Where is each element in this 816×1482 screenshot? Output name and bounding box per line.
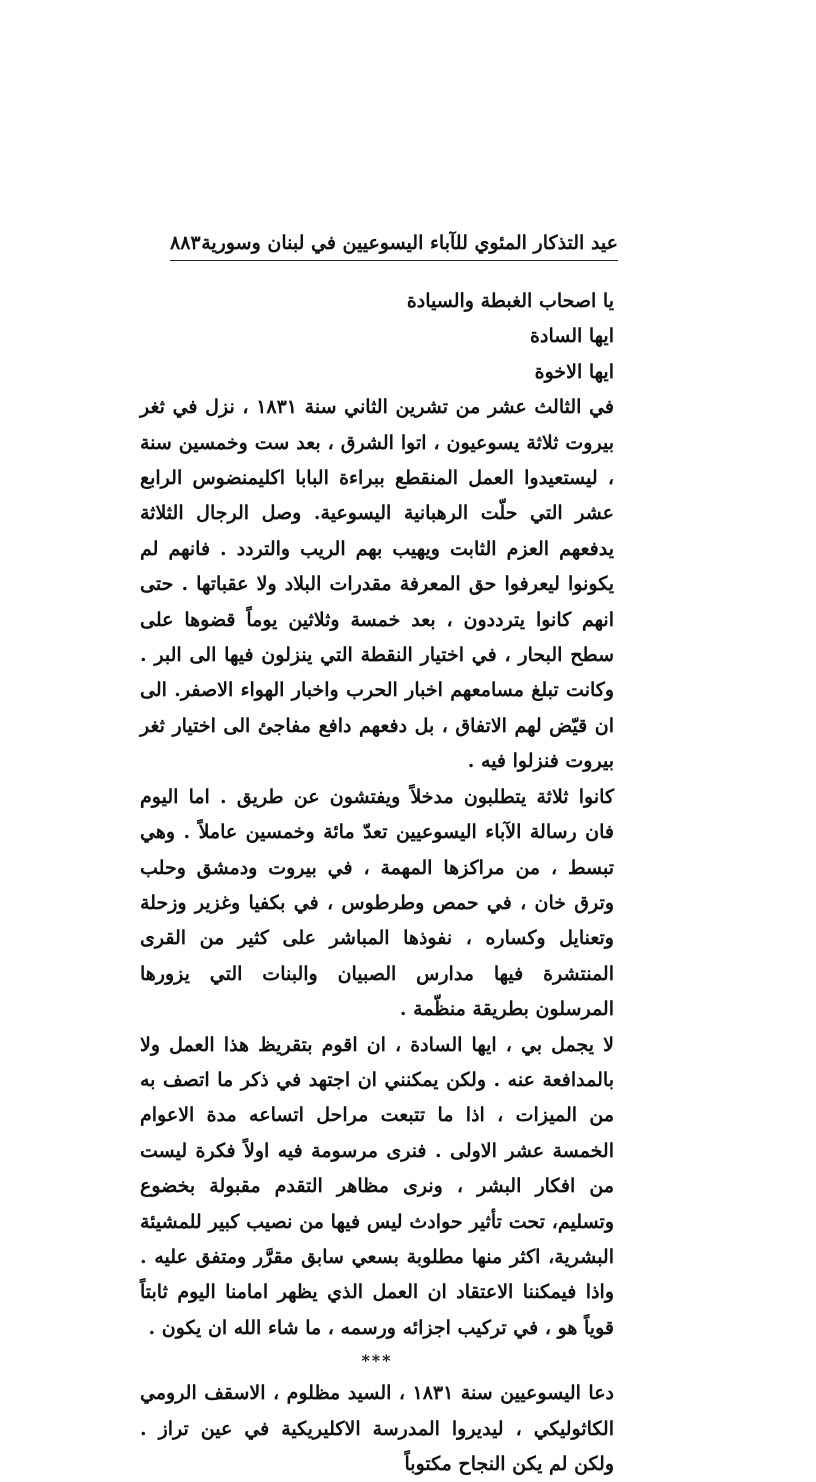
page-body [140, 284, 614, 1482]
closing-paragraph: دعا اليسوعيين سنة ١٨٣١ ، السيد مظلوم ، الاسقف الرومي الكاثوليكي ، ليديروا المدرسة الاكليريكية في عين تراز . ولكن لم يكن النجاح مكتوباً [140, 1382, 614, 1475]
salutation-line: يا اصحاب الغبطة والسيادة [406, 290, 614, 312]
paragraph: لا يجمل بي ، ايها السادة ، ان اقوم بتقريظ هذا العمل ولا بالمدافعة عنه . ولكن يمكنني ان اجتهد في ذكر ما اتصف به من الميزات ، اذا ما تتبعت مراحل اتساعه مدة الاعوام الخمسة عشر الاولى . فنرى مرسومة فيه اولاً فكرة ليست من افكار البشر ، ونرى مظاهر التقدم مقبولة بخضوع وتسليم، تحت تأثير حوادث ليس فيها من نصيب كبير للمشيئة البشرية، اكثر منها مطلوبة بسعي سابق مقرَّر ومتفق عليه . واذا فيمكننا الاعتقاد ان العمل الذي يظهر امامنا اليوم ثابتاً قوياً هو ، في تركيب اجزائه ورسمه ، ما شاء الله ان يكون . [140, 1033, 614, 1339]
paragraph: في الثالث عشر من تشرين الثاني سنة ١٨٣١ ، نزل في ثغر بيروت ثلاثة يسوعيون ، اتوا الشرق ، بعد ست وخمسين سنة ، ليستعيدوا العمل المنقطع ببراءة البابا اكليمنضوس الرابع عشر التي حلّت الرهبانية اليسوعية. وصل الرجال الثلاثة يدفعهم العزم الثابت ويهيب بهم الريب والتردد . فانهم لم يكونوا ليعرفوا حق المعرفة مقدرات البلاد ولا عقباتها . حتى انهم كانوا يترددون ، بعد خمسة وثلاثين يوماً قضوها على سطح البحار ، في اختيار النقطة التي ينزلون فيها الى البر . وكانت تبلغ مسامعهم اخبار الحرب واخبار الهواء الاصفر. الى ان قيّض لهم الاتفاق ، بل دفعهم دافع مفاجئ الى اختيار ثغر بيروت فنزلوا فيه . [140, 396, 614, 773]
header-title: عيد التذكار المئوي للآباء اليسوعيين في لبنان وسورية [201, 232, 618, 254]
running-header [170, 232, 618, 261]
paragraph: كانوا ثلاثة يتطلبون مدخلاً ويفتشون عن طريق . اما اليوم فان رسالة الآباء اليسوعيين تعدّ مائة وخمسين عاملاً . وهي تبسط ، من مراكزها المهمة ، في بيروت ودمشق وحلب وترق خان ، في حمص وطرطوس ، في بكفيا وغزير وزحلة وتعنايل وكساره ، نفوذها المباشر على كثير من القرى المنتشرة فيها مدارس الصبيان والبنات التي يزورها المرسلون بطريقة منظّمة . [140, 785, 614, 1021]
salutation-line: ايها الاخوة [534, 360, 614, 383]
page-number: ٨٨٣ [170, 232, 201, 254]
salutation-line: ايها السادة [530, 325, 614, 348]
section-separator: *** [361, 1351, 393, 1371]
